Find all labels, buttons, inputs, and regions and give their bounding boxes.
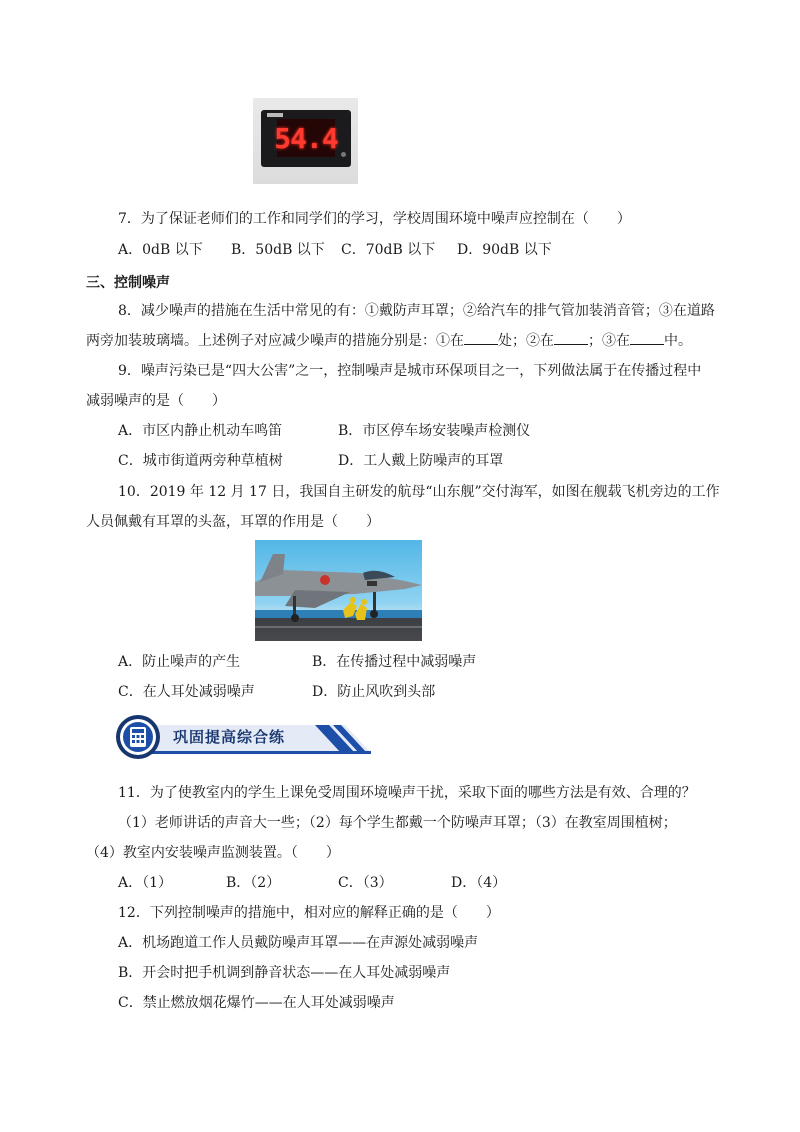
q10-line2: 人员佩戴有耳罩的头盔，耳罩的作用是（ ） bbox=[86, 514, 380, 530]
q8-text-a: 两旁加装玻璃墙。上述例子对应减少噪声的措施分别是：①在 bbox=[86, 333, 464, 349]
q12-option-c: C．禁止燃放烟花爆竹——在人耳处减弱噪声 bbox=[118, 995, 395, 1011]
q9-option-a: A．市区内静止机动车鸣笛 bbox=[118, 423, 283, 439]
q8-text-c: ；③在 bbox=[588, 333, 630, 349]
q10-option-c: C．在人耳处减弱噪声 bbox=[118, 684, 255, 700]
q10-line1: 10．2019 年 12 月 17 日，我国自主研发的航母“山东舰”交付海军，如图在舰载飞机旁边的工作 bbox=[118, 484, 720, 500]
q12-stem: 12．下列控制噪声的措施中，相对应的解释正确的是（ ） bbox=[118, 905, 500, 921]
q8-blank-1[interactable] bbox=[464, 331, 498, 345]
sound-meter-photo bbox=[253, 98, 358, 184]
q11-line1: 11．为了使教室内的学生上课免受周围环境噪声干扰，采取下面的哪些方法是有效、合理的？ bbox=[118, 785, 696, 801]
q7-option-b: B．50dB 以下 bbox=[231, 242, 325, 258]
q11-option-b: B．（2） bbox=[226, 875, 281, 891]
q12-option-b: B．开会时把手机调到静音状态——在人耳处减弱噪声 bbox=[118, 965, 451, 981]
q9-option-d: D．工人戴上防噪声的耳罩 bbox=[338, 453, 504, 469]
q9-line1: 9．噪声污染已是“四大公害”之一，控制噪声是城市环保项目之一，下列做法属于在传播过程中 bbox=[118, 363, 702, 379]
q9-option-b: B．市区停车场安装噪声检测仪 bbox=[338, 423, 531, 439]
q10-option-b: B．在传播过程中减弱噪声 bbox=[312, 654, 477, 670]
section-heading: 三、控制噪声 bbox=[86, 275, 170, 291]
q8-blank-3[interactable] bbox=[630, 331, 664, 345]
section-banner bbox=[115, 713, 371, 761]
q7-stem: 7．为了保证老师们的工作和同学们的学习，学校周围环境中噪声应控制在（ ） bbox=[118, 211, 631, 227]
jet-illustration bbox=[255, 540, 422, 641]
q7-option-a: A．0dB 以下 bbox=[118, 242, 203, 258]
q11-line3: （4）教室内安装噪声监测装置。（ ） bbox=[86, 845, 340, 861]
sound-meter-device bbox=[261, 110, 351, 167]
q11-line2: （1）老师讲话的声音大一些；（2）每个学生都戴一个防噪声耳罩；（3）在教室周围植树； bbox=[118, 815, 677, 831]
q8-blank-2[interactable] bbox=[554, 331, 588, 345]
q8-text-d: 中。 bbox=[664, 333, 692, 349]
banner-label: 巩固提高综合练 bbox=[173, 728, 286, 746]
meter-knob-icon bbox=[341, 152, 346, 157]
q11-option-a: A．（1） bbox=[118, 875, 173, 891]
q10-option-d: D．防止风吹到头部 bbox=[312, 684, 436, 700]
q9-option-c: C．城市街道两旁种草植树 bbox=[118, 453, 283, 469]
meter-display bbox=[274, 119, 338, 157]
q9-line2: 减弱噪声的是（ ） bbox=[86, 393, 226, 409]
meter-brand-mark bbox=[267, 113, 283, 117]
q8-line2 bbox=[86, 331, 692, 351]
q11-option-d: D．（4） bbox=[451, 875, 507, 891]
q11-option-c: C．（3） bbox=[338, 875, 393, 891]
q7-option-c: C．70dB 以下 bbox=[341, 242, 436, 258]
q7-option-d: D．90dB 以下 bbox=[457, 242, 552, 258]
carrier-jet-photo bbox=[255, 540, 422, 641]
q10-option-a: A．防止噪声的产生 bbox=[118, 654, 241, 670]
q8-text-b: 处；②在 bbox=[498, 333, 554, 349]
q8-line1: 8．减少噪声的措施在生活中常见的有：①戴防声耳罩；②给汽车的排气管加装消音管；③在道路 bbox=[118, 303, 715, 319]
q12-option-a: A．机场跑道工作人员戴防噪声耳罩——在声源处减弱噪声 bbox=[118, 935, 479, 951]
calculator-icon bbox=[115, 714, 161, 760]
meter-reading: 54.4 bbox=[274, 121, 338, 155]
